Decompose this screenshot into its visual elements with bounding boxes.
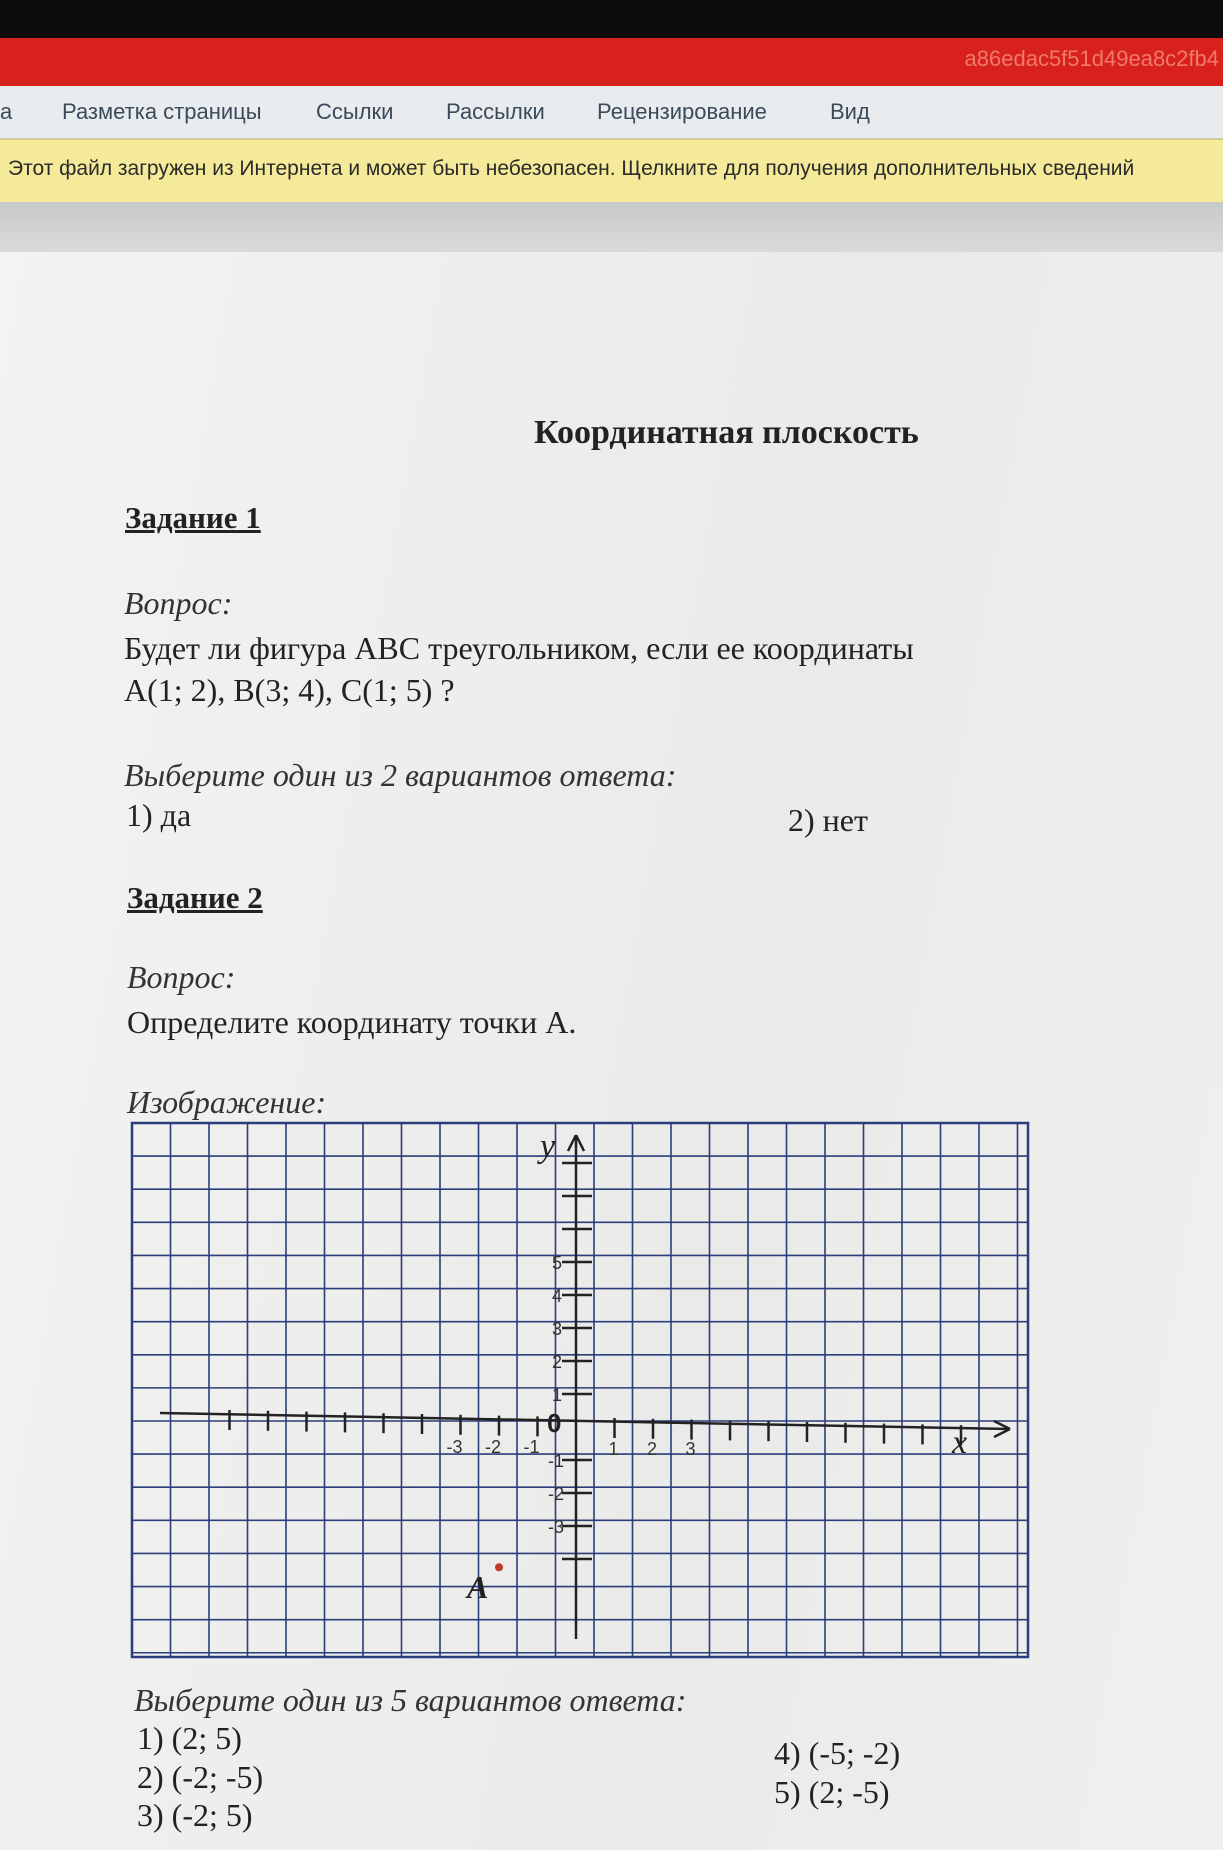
grid-lines <box>132 1123 1028 1657</box>
y-axis-label: y <box>540 1128 556 1165</box>
document-title: Координатная плоскость <box>534 414 919 451</box>
task2-option-1: 1) (2; 5) <box>137 1720 242 1756</box>
ribbon-tab-page-layout[interactable]: Разметка страницы <box>62 99 262 124</box>
task1-question-label: Вопрос: <box>124 585 233 621</box>
security-warning-bar[interactable] <box>0 139 1223 203</box>
point-a-label: A <box>467 1569 489 1605</box>
task2-option-4: 4) (-5; -2) <box>774 1735 901 1771</box>
grid-border <box>132 1123 1028 1657</box>
x-tick-label: 1 <box>608 1439 619 1459</box>
task2-question: Определите координату точки A. <box>127 1004 577 1040</box>
ribbon-tab-view[interactable]: Вид <box>830 99 870 124</box>
y-tick-label: -2 <box>548 1484 565 1504</box>
task2-option-5: 5) (2; -5) <box>774 1774 890 1810</box>
y-tick-label: 2 <box>552 1352 563 1372</box>
task1-choose-label: Выберите один из 2 вариантов ответа: <box>124 757 677 793</box>
ribbon-tab-review[interactable]: Рецензирование <box>597 99 767 124</box>
screen-top-edge <box>0 0 1223 38</box>
document-id: a86edac5f51d49ea8c2fb4 <box>964 46 1219 71</box>
task2-heading: Задание 2 <box>127 880 263 915</box>
task1-question-line2: A(1; 2), B(3; 4), C(1; 5) ? <box>124 672 455 708</box>
x-tick-label: 3 <box>685 1439 696 1459</box>
y-tick-label: 1 <box>552 1385 563 1405</box>
task2-image-label: Изображение: <box>127 1084 327 1120</box>
x-tick-label: -1 <box>523 1437 540 1457</box>
x-axis-label: x <box>952 1424 968 1461</box>
x-tick-label: 2 <box>647 1439 658 1459</box>
title-bar <box>0 38 1223 86</box>
axes <box>160 1135 1010 1639</box>
ribbon-tab-mailings[interactable]: Рассылки <box>446 99 545 124</box>
ruler-area <box>0 202 1223 252</box>
task2-option-2: 2) (-2; -5) <box>137 1759 264 1795</box>
y-tick-label: -1 <box>548 1451 565 1471</box>
task1-question-line1: Будет ли фигура ABC треугольником, если ее координаты <box>124 630 914 666</box>
task1-heading: Задание 1 <box>125 500 261 535</box>
task2-choose-label: Выберите один из 5 вариантов ответа: <box>134 1682 687 1718</box>
ribbon-tab-bar <box>0 86 1223 139</box>
origin-label: 0 <box>547 1408 562 1438</box>
task1-option-2: 2) нет <box>788 802 868 838</box>
coordinate-plane-image <box>130 1121 1030 1659</box>
task2-question-label: Вопрос: <box>127 959 236 995</box>
ribbon-tab-partial[interactable]: а <box>0 99 13 124</box>
document-page <box>0 252 1223 1850</box>
x-tick-label: -3 <box>446 1437 463 1457</box>
task2-option-3: 3) (-2; 5) <box>137 1797 253 1833</box>
y-tick-label: 5 <box>552 1253 563 1273</box>
x-tick-label: -2 <box>485 1437 502 1457</box>
y-tick-label: -3 <box>548 1517 565 1537</box>
task1-option-1: 1) да <box>126 797 192 833</box>
security-warning-text[interactable]: Этот файл загружен из Интернета и может быть небезопасен. Щелкните для получения дополнительных сведений <box>8 157 1135 180</box>
y-tick-label: 4 <box>552 1286 563 1306</box>
ribbon-tab-references[interactable]: Ссылки <box>316 99 394 124</box>
point-a <box>495 1563 503 1571</box>
y-tick-label: 3 <box>552 1319 563 1339</box>
